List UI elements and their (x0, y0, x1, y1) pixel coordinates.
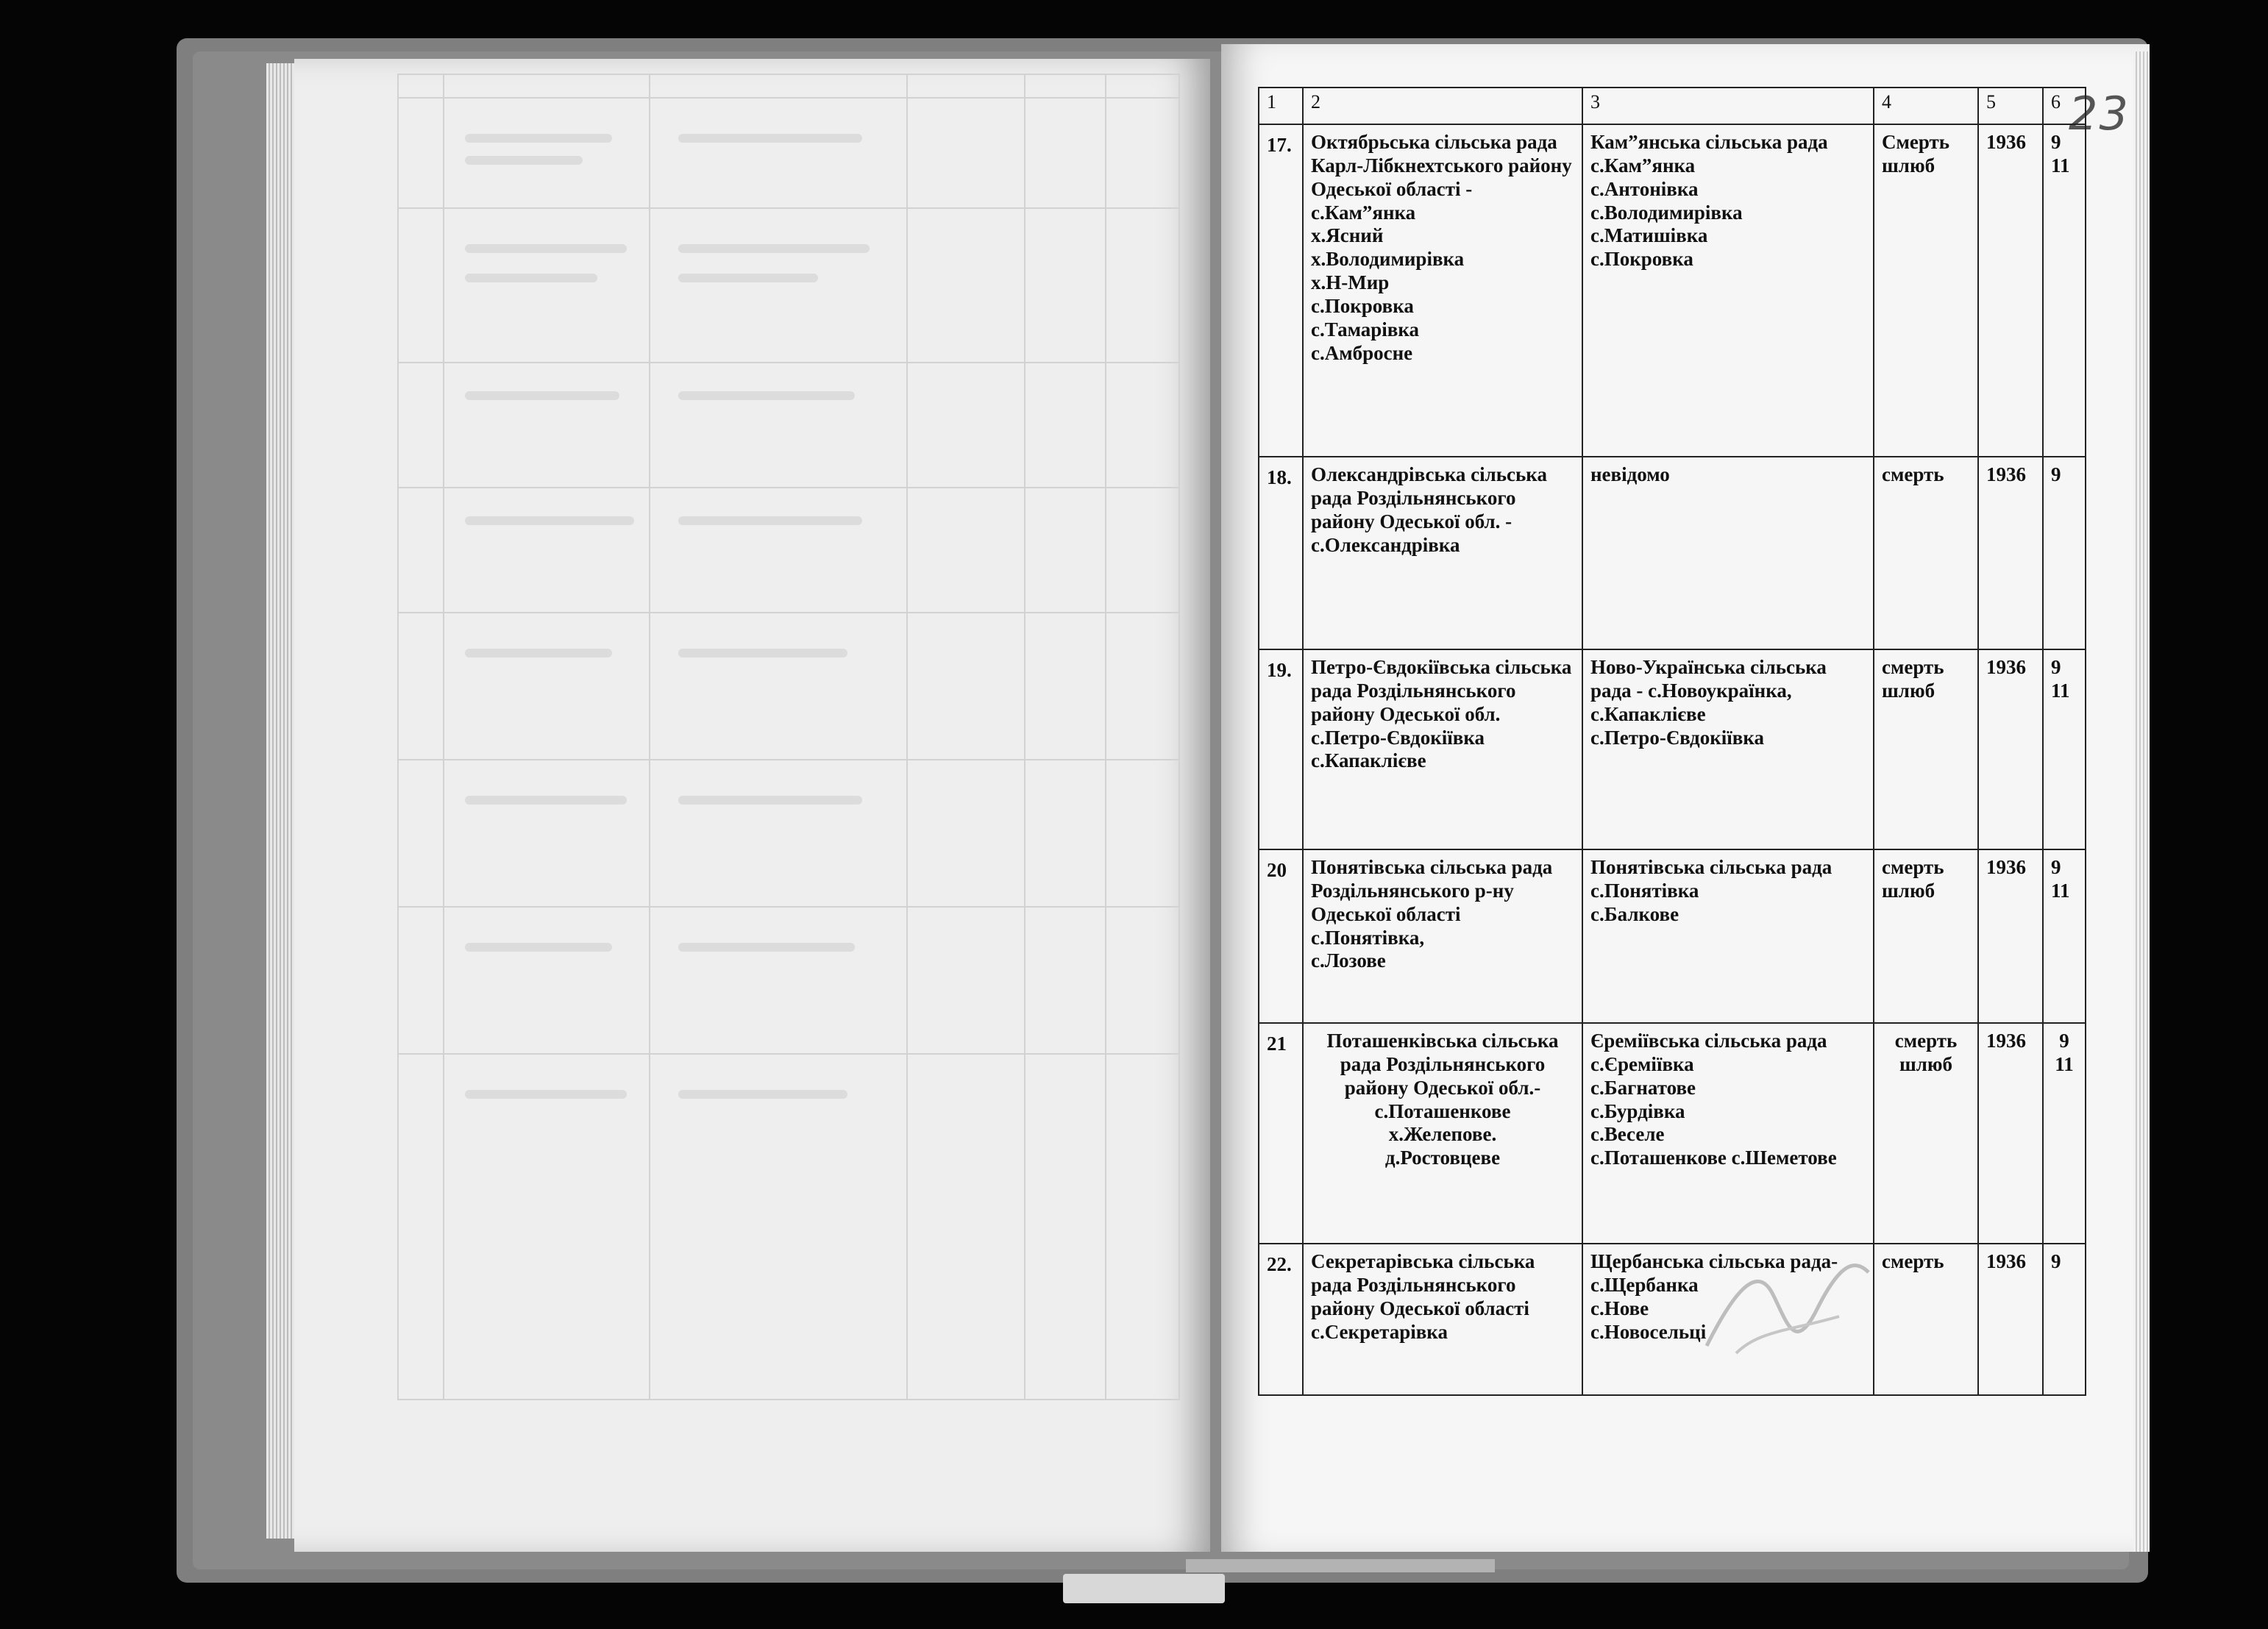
volume-cell: 9 (2043, 1244, 2086, 1395)
village-council-cell: Поташенківська сільська рада Роздільнянського району Одеської обл.- с.Поташенкове х.Желепове. д.Ростовцеве (1303, 1023, 1582, 1244)
record-type-cell: смерть шлюб (1874, 649, 1978, 849)
table-row (1259, 457, 2086, 649)
record-type-cell: смерть шлюб (1874, 1023, 1978, 1244)
successor-council-cell: Єреміївська сільська рада с.Єреміївка с.Багнатове с.Бурдівка с.Веселе с.Поташенкове с.Шеметове (1582, 1023, 1874, 1244)
year-cell: 1936 (1978, 1023, 2043, 1244)
column-header: 5 (1978, 88, 2043, 124)
record-type-cell: Смерть шлюб (1874, 124, 1978, 457)
row-number: 17. (1259, 124, 1303, 457)
village-council-cell: Петро-Євдокіївська сільська рада Роздільнянського району Одеської обл. с.Петро-Євдокіївка с.Капаклієве (1303, 649, 1582, 849)
year-cell: 1936 (1978, 124, 2043, 457)
record-type-cell: смерть шлюб (1874, 849, 1978, 1023)
column-header: 4 (1874, 88, 1978, 124)
row-number: 21 (1259, 1023, 1303, 1244)
village-council-cell: Понятівська сільська рада Роздільнянського р-ну Одеської області с.Понятівка, с.Лозове (1303, 849, 1582, 1023)
bleed-through-table (397, 74, 1180, 1400)
table-row (1259, 124, 2086, 457)
year-cell: 1936 (1978, 457, 2043, 649)
year-cell: 1936 (1978, 1244, 2043, 1395)
records-table (1258, 87, 2086, 1396)
row-number: 18. (1259, 457, 1303, 649)
handwritten-page-number: 23 (2069, 87, 2130, 140)
year-cell: 1936 (1978, 849, 2043, 1023)
table-header-row (1259, 88, 2086, 124)
table-row (1259, 1023, 2086, 1244)
volume-cell: 9 11 (2043, 124, 2086, 457)
village-council-cell: Секретарівська сільська рада Роздільнянського району Одеської області с.Секретарівка (1303, 1244, 1582, 1395)
record-type-cell: смерть (1874, 457, 1978, 649)
successor-council-cell: Понятівська сільська рада с.Понятівка с.Балкове (1582, 849, 1874, 1023)
volume-cell: 9 11 (2043, 849, 2086, 1023)
successor-council-cell: Щербанська сільська рада- с.Щербанка с.Нове с.Новосельці (1582, 1244, 1874, 1395)
column-header: 2 (1303, 88, 1582, 124)
successor-council-cell: Ново-Українська сільська рада - с.Новоукраїнка, с.Капаклієве с.Петро-Євдокіївка (1582, 649, 1874, 849)
page-edges-right (2133, 51, 2150, 1552)
table-row (1259, 1244, 2086, 1395)
village-council-cell: Октябрьська сільська рада Карл-Лібкнехтського району Одеської області - с.Кам”янка х.Ясний х.Володимирівка х.Н-Мир с.Покровка с.Тамарівка с.Амбросне (1303, 124, 1582, 457)
successor-council-cell: невідомо (1582, 457, 1874, 649)
volume-cell: 9 (2043, 457, 2086, 649)
column-header: 6 (2043, 88, 2086, 124)
binding-tab (1063, 1574, 1225, 1603)
row-number: 20 (1259, 849, 1303, 1023)
volume-cell: 9 11 (2043, 1023, 2086, 1244)
signature-mark (1692, 1243, 1883, 1361)
record-type-cell: смерть (1874, 1244, 1978, 1395)
village-council-cell: Олександрівська сільська рада Роздільнянського району Одеської обл. - с.Олександрівка (1303, 457, 1582, 649)
binding-strip (1186, 1559, 1495, 1572)
column-header: 1 (1259, 88, 1303, 124)
column-header: 3 (1582, 88, 1874, 124)
table-row (1259, 849, 2086, 1023)
year-cell: 1936 (1978, 649, 2043, 849)
row-number: 19. (1259, 649, 1303, 849)
table-row (1259, 649, 2086, 849)
volume-cell: 9 11 (2043, 649, 2086, 849)
row-number: 22. (1259, 1244, 1303, 1395)
successor-council-cell: Кам”янська сільська рада с.Кам”янка с.Антонівка с.Володимирівка с.Матишівка с.Покровка (1582, 124, 1874, 457)
